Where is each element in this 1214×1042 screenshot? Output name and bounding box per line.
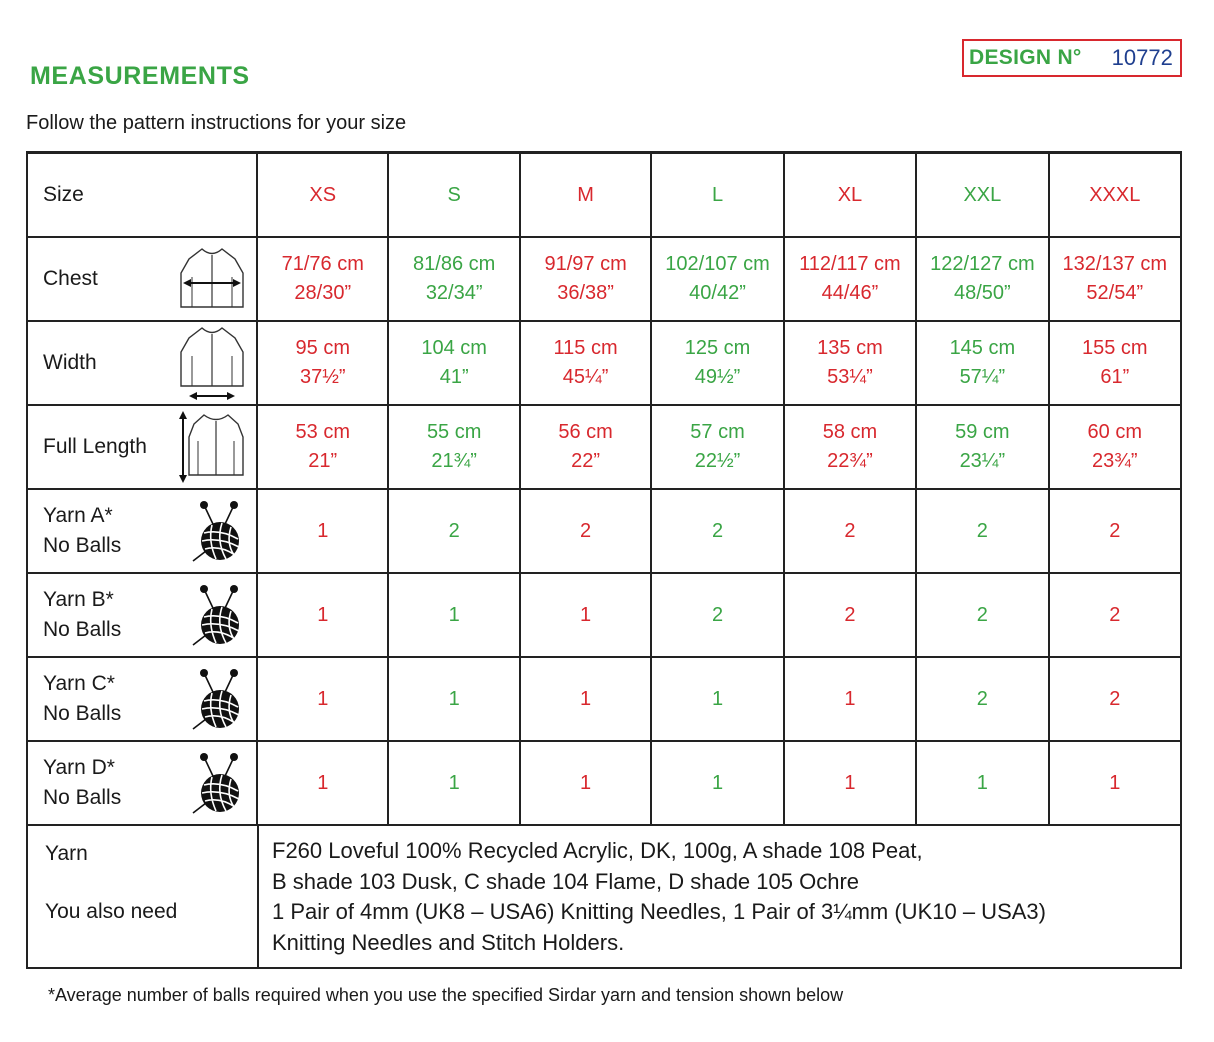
size-cell — [650, 154, 782, 236]
chest-label: Chest — [43, 267, 98, 290]
chest-in: 52/54” — [1086, 282, 1144, 304]
yarn-a-label-cell — [28, 490, 256, 572]
chest-in: 28/30” — [294, 282, 352, 304]
yarn-count-cell — [256, 574, 387, 656]
chest-in: 44/46” — [821, 282, 879, 304]
width-cm: 155 cm — [1081, 337, 1148, 359]
width-cell — [650, 322, 782, 404]
yarn-count-cell — [915, 658, 1047, 740]
width-cell — [1048, 322, 1180, 404]
length-cm: 59 cm — [955, 421, 1010, 443]
length-in: 21” — [308, 450, 338, 472]
yarn-b-row — [28, 574, 1180, 658]
yarn-count-cell — [1048, 490, 1180, 572]
size-cell — [783, 154, 915, 236]
length-cell — [650, 406, 782, 488]
chest-cm: 91/97 cm — [544, 253, 627, 275]
yarn-count: 1 — [1109, 771, 1121, 794]
yarn-count: 2 — [448, 519, 460, 542]
size-xl: XL — [837, 183, 863, 206]
length-in: 22” — [571, 450, 601, 472]
width-in: 37½” — [299, 366, 346, 388]
yarn-ball-icon — [190, 499, 246, 563]
length-cell — [783, 406, 915, 488]
yarn-info-text — [257, 826, 1180, 968]
yarn-count-cell — [915, 574, 1047, 656]
width-cm: 135 cm — [817, 337, 883, 359]
size-m: M — [577, 183, 594, 206]
yarn-label: Yarn D* — [43, 756, 115, 779]
yarn-count: 1 — [317, 771, 329, 794]
yarn-count: 1 — [844, 687, 856, 710]
page-title: MEASUREMENTS — [30, 62, 250, 90]
width-row — [28, 322, 1180, 406]
size-cell — [915, 154, 1047, 236]
yarn-count: 1 — [844, 771, 856, 794]
yarn-count-cell — [387, 490, 518, 572]
footnote: *Average number of balls required when you use the specified Sirdar yarn and tension shown below — [48, 985, 844, 1005]
yarn-count: 1 — [317, 519, 329, 542]
yarn-count: 1 — [448, 687, 460, 710]
chest-cm: 132/137 cm — [1062, 253, 1168, 275]
yarn-label: Yarn C* — [43, 672, 115, 695]
yarn-count: 2 — [844, 519, 856, 542]
width-cell — [519, 322, 650, 404]
yarn-count-cell — [519, 742, 650, 824]
yarn-count: 1 — [580, 771, 592, 794]
size-xxl: XXL — [963, 183, 1002, 206]
chest-cm: 112/117 cm — [799, 253, 901, 275]
chest-in: 32/34” — [425, 282, 483, 304]
width-in: 49½” — [694, 366, 741, 388]
length-in: 23¼” — [959, 450, 1006, 472]
yarn-info-labels — [28, 826, 257, 968]
yarn-count-cell — [650, 742, 782, 824]
yarn-count-cell — [519, 658, 650, 740]
yarn-c-row — [28, 658, 1180, 742]
cardigan-length-icon — [176, 409, 246, 485]
width-in: 41” — [439, 366, 469, 388]
yarn-c-label-cell — [28, 658, 256, 740]
yarn-ball-icon — [190, 667, 246, 731]
yarn-count: 2 — [1109, 603, 1121, 626]
yarn-count: 1 — [448, 603, 460, 626]
chest-cell — [1048, 238, 1180, 320]
yarn-count-cell — [1048, 742, 1180, 824]
length-label: Full Length — [43, 435, 147, 458]
size-cell — [387, 154, 518, 236]
yarn-d-row — [28, 742, 1180, 826]
cardigan-chest-icon — [178, 245, 246, 313]
chest-cell — [650, 238, 782, 320]
size-label-cell — [28, 154, 256, 236]
length-cm: 60 cm — [1087, 421, 1143, 443]
chest-in: 40/42” — [689, 282, 746, 304]
yarn-label: Yarn B* — [43, 588, 114, 611]
chest-in: 48/50” — [954, 282, 1011, 304]
yarn-count-cell — [915, 742, 1047, 824]
width-cm: 104 cm — [421, 337, 487, 359]
yarn-count-cell — [256, 742, 387, 824]
design-number: 10772 — [1111, 45, 1173, 70]
length-cell — [387, 406, 518, 488]
also-need-label: You also need — [45, 900, 178, 923]
yarn-count: 1 — [711, 687, 724, 710]
size-l: L — [711, 183, 724, 206]
yarn-count: 1 — [448, 771, 460, 794]
yarn-count: 1 — [711, 771, 724, 794]
yarn-info-line: F260 Loveful 100% Recycled Acrylic, DK, 100g, A shade 108 Peat, — [272, 838, 923, 863]
yarn-info-line: 1 Pair of 4mm (UK8 – USA6) Knitting Needles, 1 Pair of 3¼mm (UK10 – USA3) — [272, 899, 1046, 924]
yarn-count-cell — [256, 658, 387, 740]
yarn-count: 1 — [317, 603, 329, 626]
yarn-b-label-cell — [28, 574, 256, 656]
size-s: S — [447, 183, 461, 206]
width-cell — [915, 322, 1047, 404]
length-cell — [519, 406, 650, 488]
chest-cell — [519, 238, 650, 320]
length-in: 22¾” — [827, 450, 873, 472]
yarn-count-cell — [387, 658, 518, 740]
yarn-count-cell — [1048, 658, 1180, 740]
chest-cm: 71/76 cm — [281, 253, 364, 275]
length-cell — [256, 406, 387, 488]
yarn-count-cell — [783, 658, 915, 740]
balls-label: No Balls — [43, 534, 122, 557]
size-cell — [519, 154, 650, 236]
yarn-count-cell — [783, 742, 915, 824]
size-row — [28, 154, 1180, 238]
yarn-count: 2 — [711, 603, 724, 626]
yarn-count: 1 — [976, 771, 988, 794]
width-cm: 95 cm — [295, 337, 350, 359]
yarn-count: 2 — [976, 687, 988, 710]
design-number-box — [962, 39, 1182, 77]
balls-label: No Balls — [43, 702, 122, 725]
yarn-count-cell — [650, 490, 782, 572]
yarn-count: 1 — [580, 603, 592, 626]
chest-label-cell — [28, 238, 256, 320]
width-cell — [256, 322, 387, 404]
cardigan-width-icon — [178, 324, 246, 402]
balls-label: No Balls — [43, 618, 122, 641]
yarn-count-cell — [650, 574, 782, 656]
yarn-count-cell — [387, 742, 518, 824]
yarn-count-cell — [915, 490, 1047, 572]
width-in: 61” — [1100, 366, 1130, 388]
width-label-cell — [28, 322, 256, 404]
yarn-info — [28, 826, 1180, 968]
chest-cell — [783, 238, 915, 320]
yarn-count-cell — [519, 490, 650, 572]
length-label-cell — [28, 406, 256, 488]
yarn-count-cell — [519, 574, 650, 656]
size-xs: XS — [309, 183, 337, 206]
yarn-count-cell — [256, 490, 387, 572]
chest-cell — [256, 238, 387, 320]
yarn-a-row — [28, 490, 1180, 574]
measurements-table — [26, 151, 1182, 969]
design-label: DESIGN N° — [969, 46, 1082, 69]
length-in: 22½” — [694, 450, 741, 472]
chest-cell — [915, 238, 1047, 320]
yarn-count-cell — [1048, 574, 1180, 656]
yarn-info-label: Yarn — [45, 842, 88, 865]
length-in: 21¾” — [431, 450, 477, 472]
length-cm: 58 cm — [822, 421, 878, 443]
length-row — [28, 406, 1180, 490]
length-cm: 55 cm — [426, 421, 482, 443]
size-xxxl: XXXL — [1089, 183, 1141, 206]
yarn-info-line: B shade 103 Dusk, C shade 104 Flame, D shade 105 Ochre — [272, 868, 860, 894]
chest-cell — [387, 238, 518, 320]
width-label: Width — [43, 351, 97, 374]
length-cm: 56 cm — [558, 421, 613, 443]
yarn-count-cell — [650, 658, 782, 740]
width-in: 45¼” — [562, 366, 609, 388]
yarn-count: 2 — [976, 603, 988, 626]
yarn-ball-icon — [190, 583, 246, 647]
chest-cm: 122/127 cm — [930, 253, 1035, 275]
balls-label: No Balls — [43, 786, 122, 809]
yarn-count: 2 — [711, 519, 724, 542]
yarn-count: 2 — [1109, 687, 1121, 710]
size-label: Size — [43, 183, 84, 206]
intro-text: Follow the pattern instructions for your size — [26, 112, 407, 134]
yarn-count: 1 — [317, 687, 329, 710]
yarn-count: 2 — [976, 519, 988, 542]
chest-cm: 81/86 cm — [413, 253, 496, 275]
length-in: 23¾” — [1091, 450, 1138, 472]
width-cell — [387, 322, 518, 404]
yarn-count: 2 — [580, 519, 592, 542]
size-cell — [1048, 154, 1180, 236]
chest-row — [28, 238, 1180, 322]
length-cell — [1048, 406, 1180, 488]
yarn-count-cell — [783, 574, 915, 656]
yarn-count-cell — [387, 574, 518, 656]
width-cm: 125 cm — [684, 337, 751, 359]
width-in: 53¼” — [827, 366, 873, 388]
width-cm: 115 cm — [553, 337, 618, 359]
yarn-count: 2 — [844, 603, 856, 626]
chest-cm: 102/107 cm — [665, 253, 770, 275]
length-cm: 57 cm — [690, 421, 745, 443]
yarn-ball-icon — [190, 751, 246, 815]
yarn-info-line: Knitting Needles and Stitch Holders. — [272, 929, 625, 955]
yarn-count-cell — [783, 490, 915, 572]
chest-in: 36/38” — [557, 282, 614, 304]
length-cm: 53 cm — [295, 421, 350, 443]
size-cell — [256, 154, 387, 236]
yarn-count: 2 — [1109, 519, 1121, 542]
yarn-info-row — [28, 826, 1180, 968]
length-cell — [915, 406, 1047, 488]
yarn-d-label-cell — [28, 742, 256, 824]
width-cm: 145 cm — [949, 337, 1016, 359]
yarn-count: 1 — [580, 687, 592, 710]
width-in: 57¼” — [959, 366, 1006, 388]
yarn-label: Yarn A* — [43, 504, 113, 527]
width-cell — [783, 322, 915, 404]
